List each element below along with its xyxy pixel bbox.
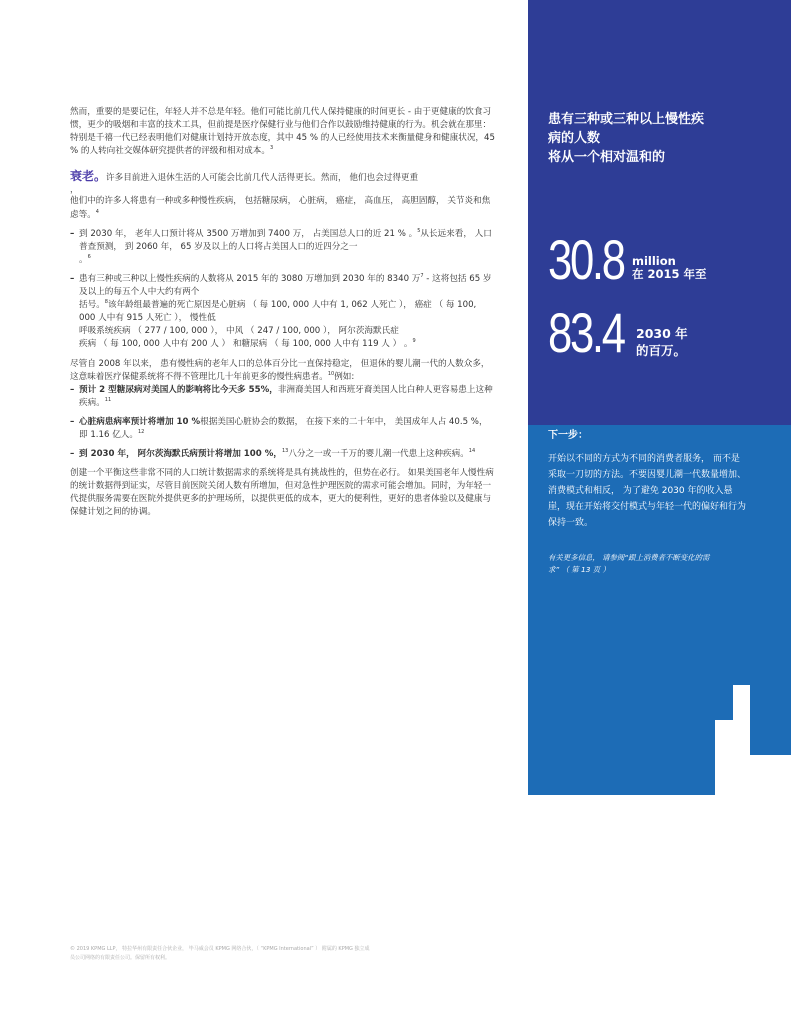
footer-line: 员公司网络的有限责任公司。保留所有权利。 [70,955,171,961]
stair-step [715,620,791,685]
stat-unit-line: 在 2015 年至 [632,267,707,281]
main-text [70,106,495,520]
paragraph-text: 然而，重要的是要记住，年轻人并不总是年轻。他们可能比前几代人保持健康的时间更长 - 由于更健康的饮食习惯，更少的吸烟和丰富的技术工具，但前提是医疗保健行业与他们合作以鼓励维持健康的行为。机会就在那里： 特别是千禧一代已经表明他们对健康计划持开放态度，其中 45 % 的人已经使用技术来衡量健身和健康状况，45 % 的人转向社交媒体研究提供者的评级和相对成本。 [70,107,495,157]
footnote-ref: 5 [417,227,421,234]
bullet-text: 该年龄组最普遍的死亡原因是心脏病 （ 每 100, 000 人中有 1, 062 人死亡 ）， 癌症 （ 每 100, 000 人中有 915 人死亡 ）， 慢性低 [79,300,477,324]
bullet-text: 疾病 （ 每 100, 000 人中有 200 人 ） 和糖尿病 （ 每 100, 000 人中有 119 人 ） 。 [79,339,413,350]
stat-number-2015: 30.8 [548,228,624,291]
stat-unit-line: million [632,254,676,268]
stat-number-2030: 83.4 [548,301,624,364]
bullet-text: 到 2030 年， 老年人口预计将从 3500 万增加到 7400 万， 占美国总人口的近 21 % 。 [79,228,418,239]
bullet-dash: – [70,384,75,395]
footer-line: © 2019 KPMG LLP， 特拉华州有限责任合伙企业， 毕马威会员 KPMG 网络合伙，（ “KPMG International” ） 附属的 KPMG 独立成 [70,946,370,952]
footnote-ref: 3 [269,145,274,152]
bullet-text: 八分之一或一千万的婴儿潮一代患上这种疾病。 [288,449,469,460]
bullet-bold-text: 心脏病患病率预计将增加 10 % [79,416,201,427]
paragraph-text: 例如: [334,371,355,382]
paragraph-text: 他们中的许多人将患有一种或多种慢性疾病， 包括糖尿病， 心脏病， 癌症， 高血压， 高胆固醇， 关节炎和焦虑等。 [70,196,491,220]
bullet-text: 患有三种或三种以上慢性疾病的人数将从 2015 年的 3080 万增加到 2030 年的 8340 万 [79,273,421,284]
sidebar-heading-line: 病的人数 [548,131,601,146]
bullet-text: 根据美国心脏协会的数据， 在接下来的二十年中， 美国成年人占 40.5 %， 即 1.16 亿人。 [79,416,488,440]
bullet-dash: – [70,416,75,427]
footnote-ref: 9 [412,338,416,345]
bullet-item [70,384,495,410]
footnote-ref: 7 [420,273,424,280]
bullet-text: 括号。 [79,300,105,311]
bullet-bold-text: 预计 2 型糖尿病对美国人的影响将比今天多 55%， [79,384,278,395]
stat-unit-line: 2030 年 [636,326,688,341]
footnote-ref: 14 [468,448,476,455]
bullet-dash: – [70,449,75,460]
paragraph [70,195,495,221]
paragraph-text: ， [70,185,79,196]
next-steps-heading: 下一步： [548,430,588,441]
bullet-dash: – [70,273,75,284]
paragraph-text: 尽管自 2008 年以来， 患有慢性病的老年人口的总体百分比一直保持稳定， 但退休的婴儿潮一代的人数众多， 这意味着医疗保健系统将不得不管理比几十年前更多的慢性病患者。 [70,358,490,382]
bullet-text: 呼吸系统疾病 （ 277 / 100, 000 ）， 中风 （ 247 / 100, 000 ）， 阿尔茨海默氏症 [79,326,399,337]
bullet-item [70,416,495,442]
next-steps-text: 开始以不同的方式为不同的消费者服务， 而不是采取一刀切的方法。不要因婴儿潮一代数量增加、消费模式和相反， 为了避免 2030 年的收入悬崖，现在开始将交付模式与年轻一代的偏好和行为保持一致。 [548,454,747,528]
bullet-bold-text: 到 2030 年， 阿尔茨海默氏病预计将增加 100 %， [79,449,282,460]
stat-unit-2030 [636,325,688,359]
footnote-ref: 12 [137,429,145,436]
footnote-ref: 8 [104,299,108,306]
bullet-text: 非洲裔美国人和西班牙裔美国人比白种人更容易患上这种疾病。 [79,384,493,408]
paragraph [70,358,495,384]
footer-copyright [70,945,420,963]
sidebar-heading-line: 将从一个相对温和的 [548,150,666,165]
sidebar-heading [548,110,768,167]
paragraph [70,106,495,158]
aging-paragraph [70,170,495,185]
footnote-ref: 11 [104,396,112,403]
bullet-item [70,273,495,352]
paragraph: 创建一个平衡这些非常不同的人口统计数据需求的系统将是具有挑战性的，但势在必行。 如果美国老年人慢性病的统计数据得到证实，尽管目前医院关闭人数有所增加，但对急性护理医院的需求可能会增加。同时，为年轻一代提供服务需要在医院外提供更多的护理场所，以提供更低的成本，更大的便利性，更好的患者体验以及健康与保健计划之间的协调。 [70,468,494,518]
stat-unit-2015 [632,255,707,281]
more-info-link[interactable]: 有关更多信息， 请参阅“跟上消费者不断变化的需求” （ 第 13 页 ） [548,553,710,574]
paragraph-text: 许多目前进入退休生活的人可能会比前几代人活得更长。然而， 他们也会过得更重 [106,173,419,184]
bullet-item [70,448,495,461]
footnote-ref: 6 [87,253,91,260]
bullet-item [70,228,495,267]
footnote-ref: 13 [281,448,289,455]
sidebar-heading-line: 患有三种或三种以上慢性疾 [548,112,705,127]
bullet-text: 。 [79,254,88,265]
stair-step [750,685,791,755]
footnote-ref: 10 [327,370,335,377]
bullet-text: 从长远来看， 人口普查预测， 到 2060 年， 65 岁及以上的人口将占美国人口的近四分之一 [79,228,492,252]
bullet-text: - 这将包括 65 岁及以上的每五个人中大约有两个 [79,273,492,298]
footnote-ref: 4 [95,208,99,215]
aging-heading: 衰老。 [70,169,107,184]
bullet-dash: – [70,228,75,239]
stat-unit-line: 的百万。 [636,343,687,358]
